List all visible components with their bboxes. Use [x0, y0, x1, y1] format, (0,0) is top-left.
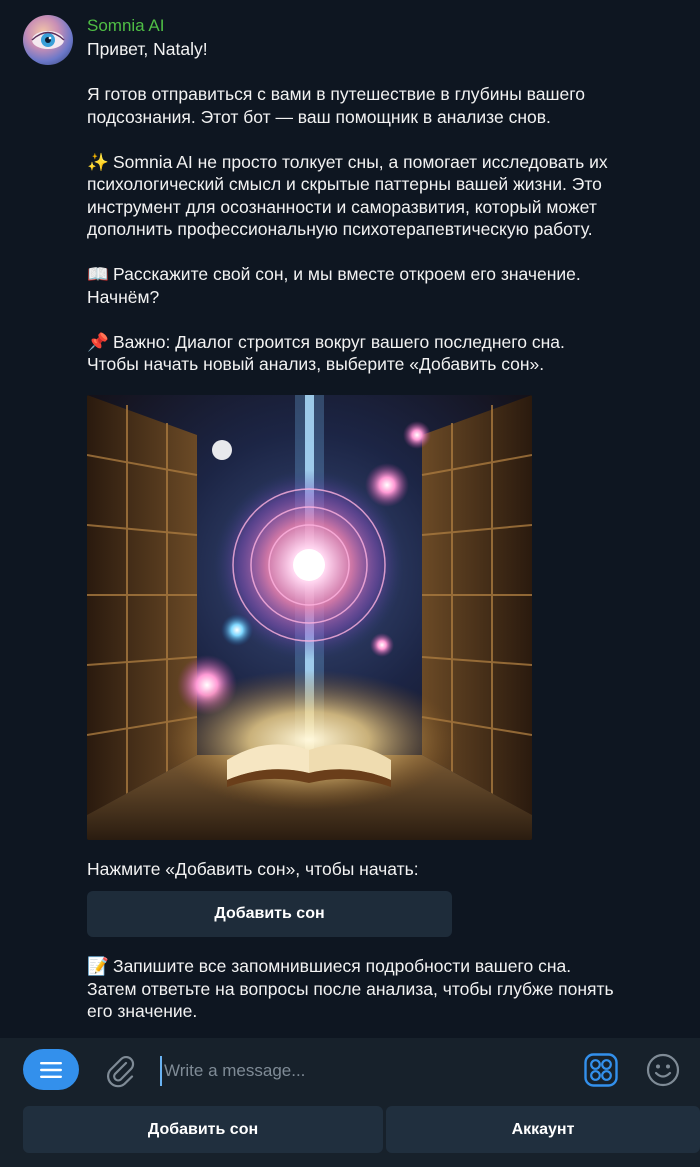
- bot-message: [87, 14, 677, 376]
- sparkle-paragraph: [87, 151, 677, 241]
- book-icon: 📖: [87, 264, 109, 284]
- sparkles-icon: ✨: [87, 151, 109, 172]
- keyboard-add-dream-button[interactable]: Добавить сон: [23, 1106, 383, 1153]
- note-paragraph: [87, 955, 687, 1023]
- book-paragraph: [87, 263, 677, 308]
- message-composer: [0, 1038, 700, 1104]
- intro-text: Я готов отправиться с вами в путешествие в глубины вашего подсознания. Этот бот — ваш помощник в анализе снов.: [87, 84, 585, 127]
- paperclip-icon[interactable]: [104, 1054, 136, 1088]
- bot-menu-button[interactable]: [23, 1049, 79, 1090]
- menu-icon: [40, 1062, 62, 1078]
- greeting-text: Привет, Nataly!: [87, 39, 208, 59]
- memo-icon: 📝: [87, 956, 109, 976]
- book-text: Расскажите свой сон, и мы вместе откроем его значение. Начнём?: [87, 264, 581, 307]
- eye-icon: [23, 15, 73, 65]
- sender-name[interactable]: Somnia AI: [87, 16, 165, 35]
- note-text: Запишите все запомнившиеся подробности вашего сна. Затем ответьте на вопросы после анализа, чтобы глубже понять его значение.: [87, 956, 614, 1021]
- pushpin-icon: 📌: [87, 331, 109, 352]
- reply-keyboard: [0, 1104, 700, 1167]
- inline-add-dream-button[interactable]: Добавить сон: [87, 891, 452, 937]
- bot-avatar[interactable]: [23, 15, 73, 65]
- pin-paragraph: [87, 331, 677, 376]
- message-input[interactable]: [160, 1056, 564, 1086]
- dream-library-image[interactable]: [87, 395, 532, 840]
- emoji-icon[interactable]: [646, 1053, 680, 1087]
- sparkle-text: Somnia AI не просто толкует сны, а помогает исследовать их психологический смысл и скрытые паттерны вашей жизни. Это инструмент для осознанности и саморазвития, который может дополнить профессиональную психотерапевтическую работу.: [87, 151, 608, 239]
- photo-caption: Нажмите «Добавить сон», чтобы начать:: [87, 859, 419, 879]
- mini-apps-icon[interactable]: [584, 1053, 618, 1087]
- keyboard-account-button[interactable]: Аккаунт: [386, 1106, 700, 1153]
- note-message: [87, 955, 687, 1023]
- pin-text: Важно: Диалог строится вокруг вашего последнего сна. Чтобы начать новый анализ, выберите «Добавить сон».: [87, 331, 565, 374]
